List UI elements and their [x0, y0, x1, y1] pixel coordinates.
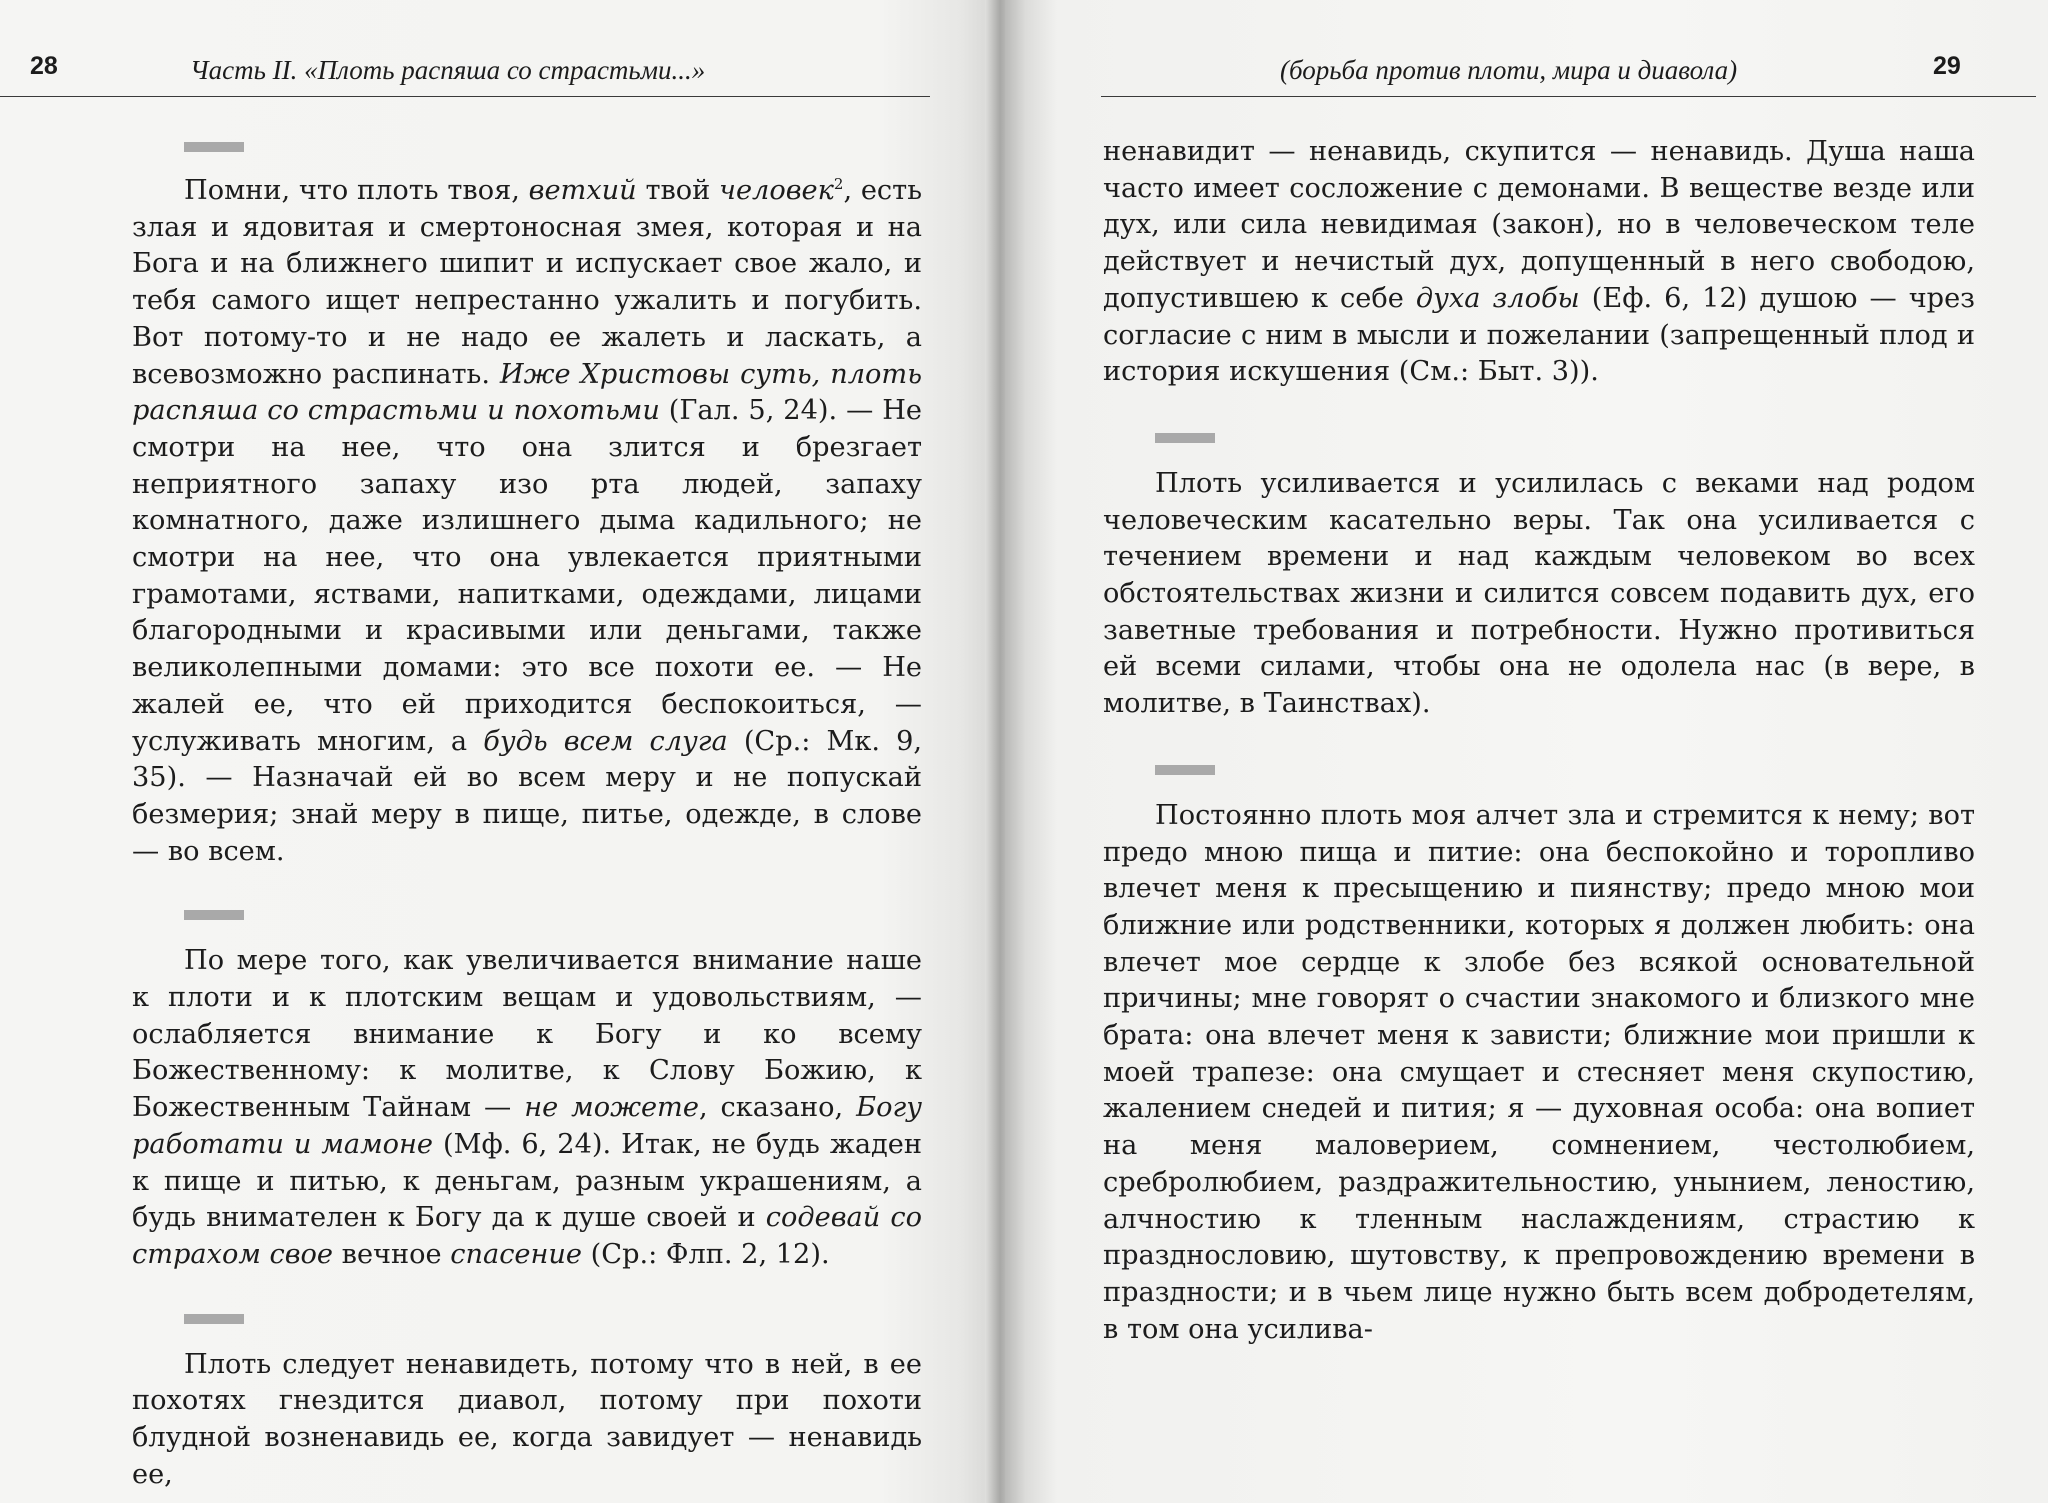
text-run: , есть злая и ядовитая и смертоносная змея, которая и на Бога и на ближнего шипит и испускает свое жало, и тебя самого ищет непрестанно ужалить и погубить. Вот потому-то и не надо ее жалеть и ласкать, а всевозможно распинать.: [132, 175, 922, 390]
italic-quote: Иже Христовы суть, плоть распяша со страстьми и похотьми: [132, 358, 923, 427]
text-run: Постоянно плоть моя алчет зла и стремится к нему; вот предо мною пища и питие: она беспокойно и торопливо влечет меня к пресыщению и пиянству; предо мною мои ближние или родственники, которых я должен любить: она влечет мое сердце к злобе без всякой основательной причины; мне говорят о счастии знакомого и близкого мне брата: она влечет меня к зависти; ближние мои пришли к моей трапезе: она смущает и стесняет меня скупостию, жалением снедей и пития; я — духовная особа: она вопиет на меня маловерием, сомнением, честолюбием, сребролюбием, раздражительностию, унынием, леностию, алчностию к тленным наслаждениям, страстию к празднословию, шутовству, к препровождению времени в праздности; и в чьем лице нужно быть всем добродетелям, в том она усилива-: [1103, 799, 1975, 1345]
section-separator: [184, 910, 244, 920]
section-separator: [184, 142, 244, 152]
text-run: Помни, что плоть твоя,: [184, 175, 529, 206]
right-running-title: (борьба против плоти, мира и диавола): [1280, 55, 1738, 85]
italic-quote: духа злобы: [1415, 282, 1580, 314]
left-running-title: Часть II. «Плоть распяша со страстьми...»: [190, 55, 706, 85]
right-page-body: [1103, 134, 1975, 1348]
text-run: ненавидит — ненавидь, скупится — ненавидь. Душа наша часто имеет сосложение с демонами. В веществе везде или дух, или сила невидимая (закон), но в человеческом теле действует и нечистый дух, допущенный в него свободою, допустившею к себе: [1103, 136, 1975, 314]
section-separator: [1155, 433, 1215, 443]
text-run: Плоть усиливается и усилилась с веками над родом человеческим касательно веры. Так она усиливается с течением времени и над каждым человеком во всех обстоятельствах жизни и силится совсем подавить дух, его заветные требования и потребности. Нужно противиться ей всеми силами, чтобы она не одолела нас (в вере, в молитве, в Таинствах).: [1103, 467, 1975, 720]
left-page: [0, 0, 1000, 1503]
text-run: вечное: [333, 1238, 451, 1270]
paragraph: [132, 943, 922, 1273]
paragraph: [132, 173, 922, 870]
text-run: , сказано,: [698, 1092, 857, 1124]
text-run: (Гал. 5, 24). — Не смотри на нее, что она злится и брезгает неприятного запаху изо рта людей, запаху комнатного, даже излишнего дыма кадильного; не смотри на нее, что она увлекается приятными грамотами, яствами, напитками, одеждами, лицами благородными и красивыми или деньгами, также великолепными домами: это все похоти ее. — Не жалей ее, что ей приходится беспокоиться, — услуживать многим, а: [132, 395, 922, 757]
right-page: [1005, 0, 2048, 1503]
italic-quote: ветхий: [528, 175, 637, 206]
text-run: (Ср.: Мк. 9, 35). — Назначай ей во всем меру и не попускай безмерия; знай меру в пище, питье, одежде, в слове — во всем.: [132, 725, 923, 867]
section-separator: [184, 1314, 244, 1324]
text-run: Плоть следует ненавидеть, потому что в ней, в ее похотях гнездится диавол, потому при похоти блудной возненавидь ее, когда завидует — ненавидь ее,: [132, 1348, 922, 1490]
footnote-marker: 2: [833, 174, 844, 193]
italic-quote: содевай со страхом свое: [132, 1202, 922, 1270]
right-page-number: 29: [1933, 52, 1961, 80]
text-run: (Мф. 6, 24). Итак, не будь жаден к пище и питью, к деньгам, разным украшениям, а будь внимателен к Богу да к душе своей и: [132, 1128, 922, 1234]
text-run: (Еф. 6, 12) душою — чрез согласие с ним в мысли и пожелании (запрещенный плод и история искушения (См.: Быт. 3)).: [1103, 282, 1976, 388]
paragraph: [1103, 798, 1975, 1349]
left-running-header: [0, 52, 940, 92]
italic-quote: не можете: [524, 1092, 699, 1124]
italic-quote: спасение: [450, 1238, 583, 1270]
text-run: (Ср.: Флп. 2, 12).: [582, 1238, 830, 1270]
left-page-body: [132, 138, 922, 1494]
right-running-header: [1005, 52, 2048, 92]
paragraph: [1103, 466, 1975, 723]
section-separator: [1155, 765, 1215, 775]
italic-quote: Богу работати и мамоне: [132, 1092, 922, 1160]
italic-quote: будь всем слуга: [483, 725, 728, 757]
text-run: твой: [636, 175, 720, 206]
left-header-rule: [0, 96, 930, 97]
left-page-number: 28: [30, 52, 58, 80]
paragraph: [132, 1347, 922, 1494]
right-header-rule: [1101, 96, 2036, 97]
paragraph-continued: [1103, 134, 1975, 391]
text-run: По мере того, как увеличивается внимание наше к плоти и к плотским вещам и удовольствиям, — ослабляется внимание к Богу и ко всему Божественному: к молитве, к Слову Божию, к Божественным Тайнам —: [132, 945, 922, 1124]
italic-quote: человек: [719, 175, 834, 206]
